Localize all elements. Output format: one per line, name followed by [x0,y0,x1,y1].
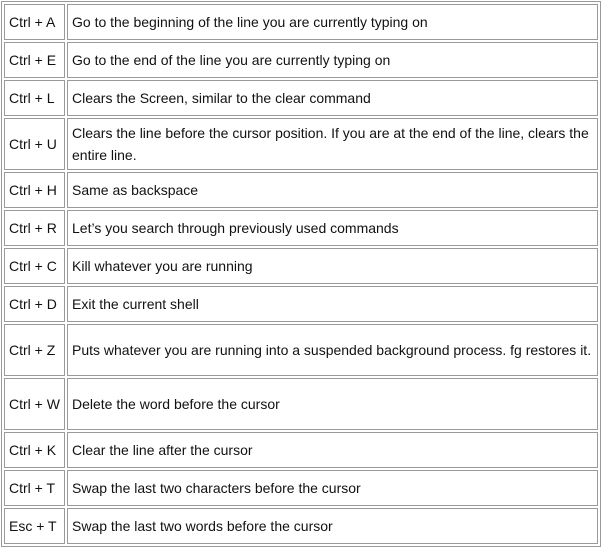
shortcut-key: Ctrl + W [4,378,65,430]
shortcut-key: Ctrl + L [4,80,65,116]
shortcut-description: Clears the Screen, similar to the clear command [67,80,598,116]
table-row [4,42,598,78]
shortcut-description: Clears the line before the cursor position. If you are at the end of the line, clears the entire line. [67,118,598,170]
shortcut-key: Esc + T [4,508,65,544]
shortcut-description: Exit the current shell [67,286,598,322]
shortcut-key: Ctrl + T [4,470,65,506]
shortcut-key: Ctrl + U [4,118,65,170]
table-row [4,118,598,170]
table-row [4,432,598,468]
shortcuts-table [1,1,601,547]
shortcut-key: Ctrl + H [4,172,65,208]
shortcuts-table-container [1,1,601,547]
shortcut-description: Clear the line after the cursor [67,432,598,468]
shortcut-description: Swap the last two words before the cursor [67,508,598,544]
shortcut-key: Ctrl + E [4,42,65,78]
shortcut-key: Ctrl + R [4,210,65,246]
shortcut-key: Ctrl + D [4,286,65,322]
table-row [4,324,598,376]
shortcut-description: Swap the last two characters before the cursor [67,470,598,506]
table-row [4,210,598,246]
table-row [4,4,598,40]
shortcut-key: Ctrl + C [4,248,65,284]
table-row [4,470,598,506]
table-row [4,80,598,116]
table-row [4,378,598,430]
shortcut-key: Ctrl + K [4,432,65,468]
shortcut-description: Kill whatever you are running [67,248,598,284]
shortcut-key: Ctrl + A [4,4,65,40]
shortcut-description: Delete the word before the cursor [67,378,598,430]
shortcut-description: Go to the beginning of the line you are currently typing on [67,4,598,40]
shortcut-description: Same as backspace [67,172,598,208]
table-row [4,286,598,322]
table-row [4,172,598,208]
shortcut-description: Let’s you search through previously used commands [67,210,598,246]
shortcut-key: Ctrl + Z [4,324,65,376]
shortcut-description: Puts whatever you are running into a suspended background process. fg restores it. [67,324,598,376]
shortcut-description: Go to the end of the line you are currently typing on [67,42,598,78]
table-row [4,248,598,284]
